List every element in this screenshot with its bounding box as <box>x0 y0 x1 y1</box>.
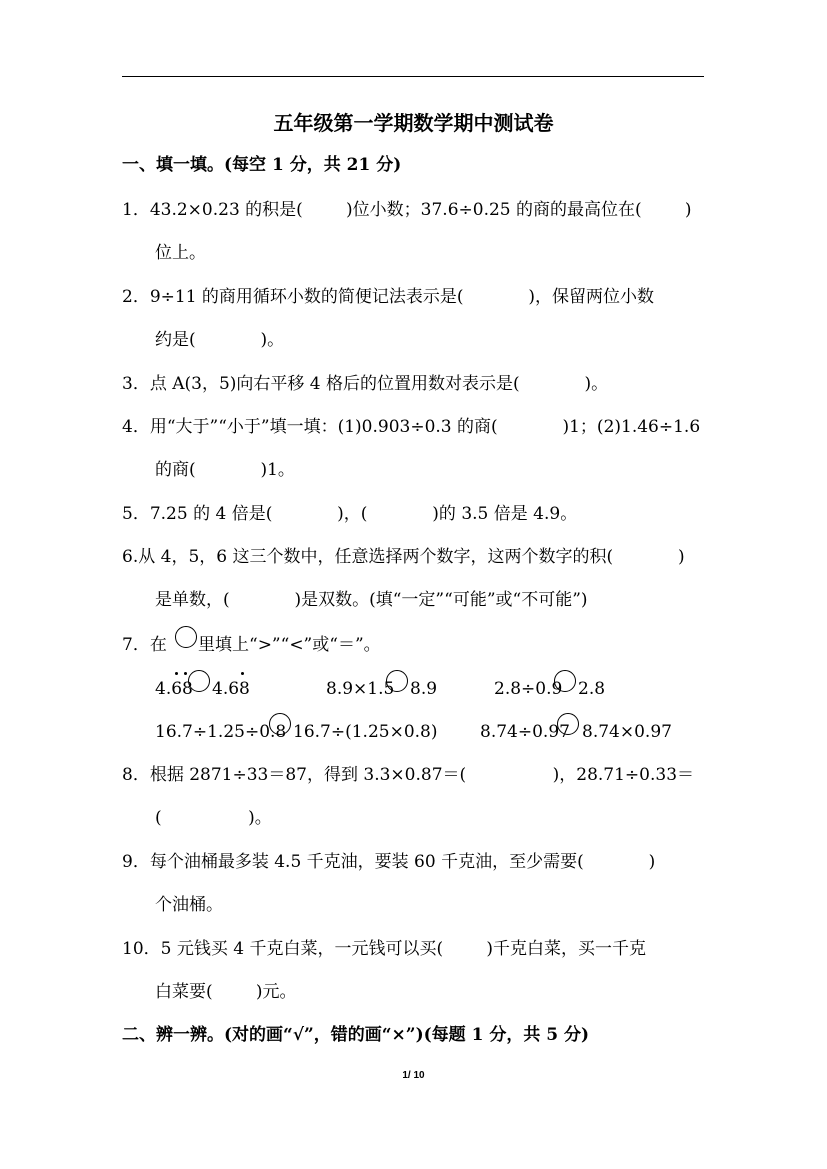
question-2-line-1: 2．9÷11 的商用循环小数的简便记法表示是( )，保留两位小数 <box>122 287 655 307</box>
question-10-line-2: 白菜要( )元。 <box>155 982 297 1002</box>
compare-1b-left: 8.9×1.5 <box>326 679 395 699</box>
question-5: 5．7.25 的 4 倍是( )，( )的 3.5 倍是 4.9。 <box>122 504 578 524</box>
compare-1c-right: 2.8 <box>578 679 606 699</box>
repeat-dot <box>175 672 178 675</box>
page-number: 1/ 10 <box>402 1070 425 1081</box>
question-4-line-2: 的商( )1。 <box>155 460 295 480</box>
question-8-line-2: ( )。 <box>155 808 272 828</box>
compare-1c-left: 2.8÷0.9 <box>494 679 563 699</box>
question-1-line-1: 1．43.2×0.23 的积是( )位小数；37.6÷0.25 的商的最高位在( ) <box>122 200 692 220</box>
section2-heading: 二、辨一辨。(对的画“√”，错的画“×”)(每题 1 分，共 5 分) <box>122 1025 590 1045</box>
compare-circle[interactable] <box>386 670 408 692</box>
page-title: 五年级第一学期数学期中测试卷 <box>273 111 554 135</box>
compare-2a-right: 16.7÷(1.25×0.8) <box>293 722 438 742</box>
compare-circle[interactable] <box>554 670 576 692</box>
section1-heading: 一、填一填。(每空 1 分，共 21 分) <box>122 155 402 175</box>
compare-2b-left: 8.74÷0.97 <box>480 722 570 742</box>
compare-1a-right: 4.68 <box>212 679 250 699</box>
question-6-line-1: 6.从 4，5，6 这三个数中，任意选择两个数字，这两个数字的积( ) <box>122 547 685 567</box>
question-9-line-2: 个油桶。 <box>155 895 223 915</box>
question-1-line-2: 位上。 <box>155 243 206 263</box>
question-9-line-1: 9．每个油桶最多装 4.5 千克油，要装 60 千克油，至少需要( ) <box>122 852 656 872</box>
compare-1b-right: 8.9 <box>410 679 438 699</box>
question-8-line-1: 8．根据 2871÷33＝87，得到 3.3×0.87＝( )，28.71÷0.33＝ <box>122 765 695 785</box>
compare-circle[interactable] <box>188 670 210 692</box>
repeat-dot <box>184 672 187 675</box>
question-10-line-1: 10．5 元钱买 4 千克白菜，一元钱可以买( )千克白菜，买一千克 <box>122 939 646 959</box>
compare-2a-left: 16.7÷1.25÷0.8 <box>155 722 287 742</box>
compare-circle[interactable] <box>269 713 291 735</box>
repeat-dot <box>241 672 244 675</box>
compare-1a-left: 4.68 <box>155 679 193 699</box>
question-3: 3．点 A(3，5)向右平移 4 格后的位置用数对表示是( )。 <box>122 374 609 394</box>
question-6-line-2: 是单数，( )是双数。(填“一定”“可能”或“不可能”) <box>155 590 588 610</box>
compare-circle[interactable] <box>175 626 197 648</box>
question-2-line-2: 约是( )。 <box>155 330 285 350</box>
compare-circle[interactable] <box>557 713 579 735</box>
question-7-prefix: 7．在 <box>122 635 167 655</box>
question-7-suffix: 里填上“>”“<”或“＝”。 <box>198 635 381 655</box>
compare-2b-right: 8.74×0.97 <box>582 722 672 742</box>
question-4-line-1: 4．用“大于”“小于”填一填：(1)0.903÷0.3 的商( )1；(2)1.46÷1.6 <box>122 417 701 437</box>
header-rule <box>122 76 704 77</box>
